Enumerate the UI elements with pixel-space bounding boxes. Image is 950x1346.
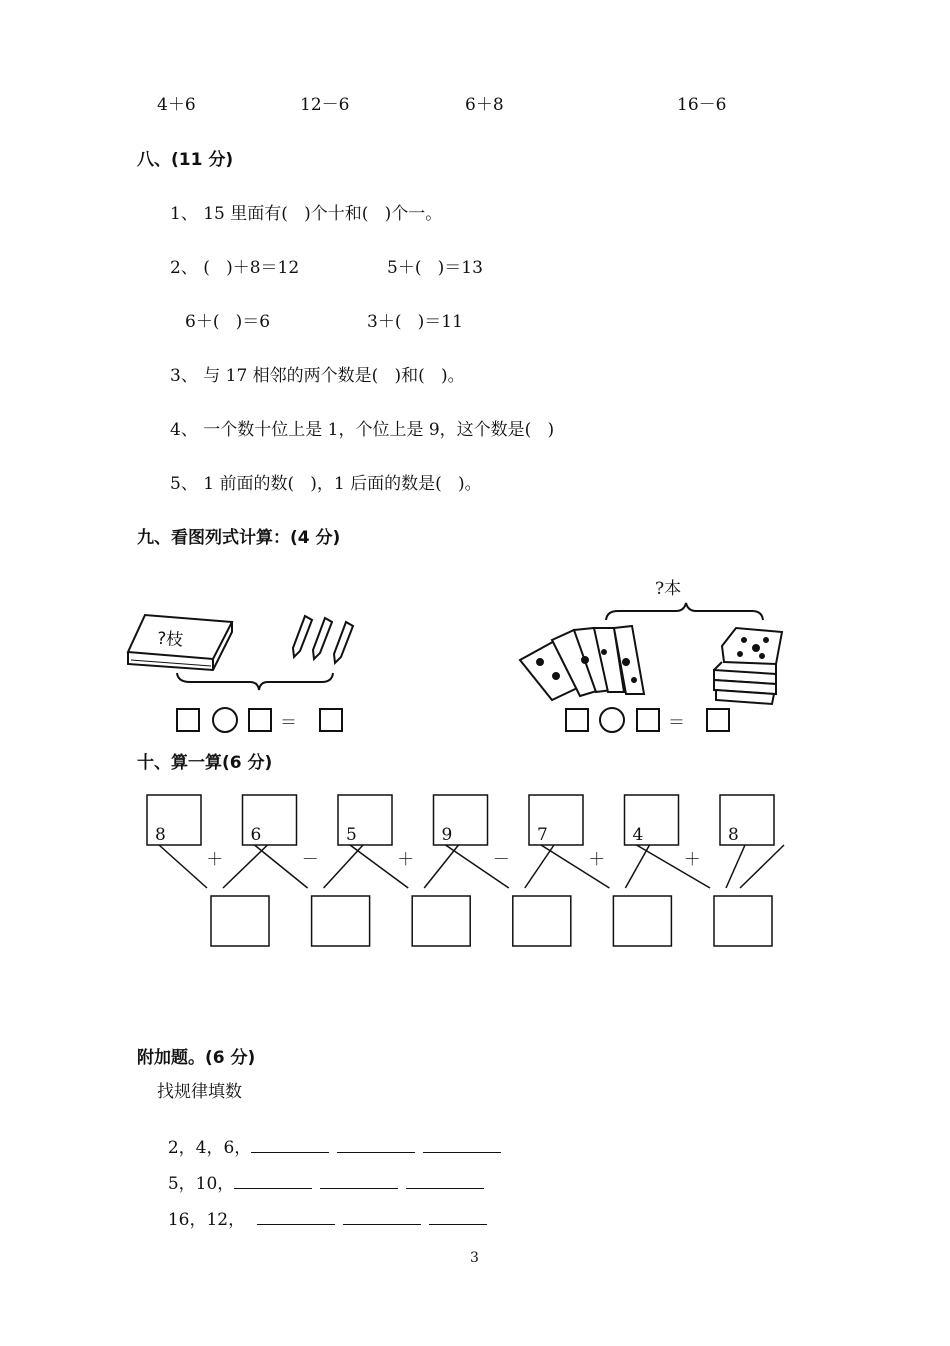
left-eq-operator-circle[interactable] — [213, 708, 237, 732]
sequence-3-prefix: 16，12， — [167, 1210, 246, 1230]
right-brace — [606, 603, 763, 620]
section-8-title: 八、(11 分) — [137, 150, 234, 170]
calc-answer-box-3[interactable] — [412, 896, 470, 946]
left-eq-equals: ＝ — [280, 713, 297, 733]
question-8-3: 3、 与 17 相邻的两个数是( )和( )。 — [170, 366, 465, 386]
sequence-3-blank-2[interactable] — [343, 1210, 421, 1225]
sequence-3-blank-3[interactable] — [429, 1210, 487, 1225]
section-9-title: 九、看图列式计算：(4 分) — [137, 528, 341, 548]
calc-number-5: 7 — [537, 825, 548, 845]
left-brace — [177, 673, 333, 690]
pencil-icon — [293, 616, 353, 663]
calc-number-1: 8 — [155, 825, 166, 845]
calc-number-4: 9 — [441, 825, 453, 845]
pencil-box-label: ?枝 — [156, 628, 184, 651]
left-eq-box-2[interactable] — [249, 709, 271, 731]
calc-line-left-1 — [159, 845, 207, 888]
top-expr-1: 4＋6 — [157, 95, 196, 115]
calc-line-right-6 — [726, 845, 745, 888]
top-expr-4: 16－6 — [677, 95, 727, 115]
question-8-5: 5、 1 前面的数( )，1 后面的数是( )。 — [170, 474, 482, 494]
top-expr-2: 12－6 — [300, 95, 350, 115]
sequence-1-prefix: 2，4，6， — [167, 1138, 252, 1158]
sequence-row-3 — [157, 1185, 495, 1230]
book-stack-icon — [714, 628, 782, 704]
calc-connector-lines — [159, 845, 784, 888]
right-eq-operator-circle[interactable] — [600, 708, 624, 732]
sequence-3-blank-1[interactable] — [257, 1210, 335, 1225]
calc-operator-5: ＋ — [588, 850, 606, 870]
question-8-2c: 6＋( )＝6 — [185, 312, 271, 332]
books-label: ?本 — [655, 579, 682, 599]
calc-line-right-2 — [324, 845, 363, 888]
calc-answer-box-5[interactable] — [613, 896, 671, 946]
extra-title: 附加题。(6 分) — [137, 1048, 256, 1068]
question-8-2d: 3＋( )＝11 — [367, 312, 463, 332]
open-books-icon — [520, 626, 644, 700]
question-8-2b: 5＋( )＝13 — [387, 258, 483, 278]
left-eq-box-1[interactable] — [177, 709, 199, 731]
calc-answer-box-4[interactable] — [513, 896, 571, 946]
right-equation — [566, 708, 729, 732]
calc-operator-4: － — [492, 850, 510, 870]
right-eq-equals: ＝ — [668, 713, 685, 733]
calc-top-boxes — [147, 795, 774, 845]
calc-number-7: 8 — [728, 825, 739, 845]
section-10-title: 十、算一算(6 分) — [137, 753, 273, 773]
extra-instruction: 找规律填数 — [157, 1082, 242, 1102]
right-eq-result-box[interactable] — [707, 709, 729, 731]
calc-operator-3: ＋ — [397, 850, 415, 870]
calc-bottom-boxes — [211, 896, 772, 946]
question-8-2a: 2、 ( )＋8＝12 — [170, 258, 300, 278]
question-8-1: 1、 15 里面有( )个十和( )个一。 — [170, 204, 443, 224]
calc-answer-box-1[interactable] — [211, 896, 269, 946]
calc-number-6: 4 — [632, 825, 644, 845]
right-eq-box-2[interactable] — [637, 709, 659, 731]
calc-line-right-4 — [525, 845, 554, 888]
calc-number-2: 6 — [250, 825, 262, 845]
question-8-4: 4、 一个数十位上是 1，个位上是 9，这个数是( ) — [170, 420, 555, 440]
calc-operator-1: ＋ — [206, 850, 224, 870]
calc-line-left-2 — [255, 845, 308, 888]
calc-line-right-3 — [424, 845, 458, 888]
left-equation — [177, 708, 342, 732]
sequence-2-prefix: 5，10， — [167, 1174, 235, 1194]
calc-number-3: 5 — [346, 825, 357, 845]
calc-operator-6: ＋ — [683, 850, 701, 870]
calc-line-tail — [740, 845, 784, 888]
calc-answer-box-6[interactable] — [714, 896, 772, 946]
calc-line-right-1 — [223, 845, 268, 888]
calc-operator-2: － — [301, 850, 319, 870]
left-eq-result-box[interactable] — [320, 709, 342, 731]
page-number: 3 — [470, 1250, 479, 1266]
right-eq-box-1[interactable] — [566, 709, 588, 731]
top-expr-3: 6＋8 — [465, 95, 504, 115]
calc-answer-box-2[interactable] — [312, 896, 370, 946]
calc-line-right-5 — [625, 845, 649, 888]
